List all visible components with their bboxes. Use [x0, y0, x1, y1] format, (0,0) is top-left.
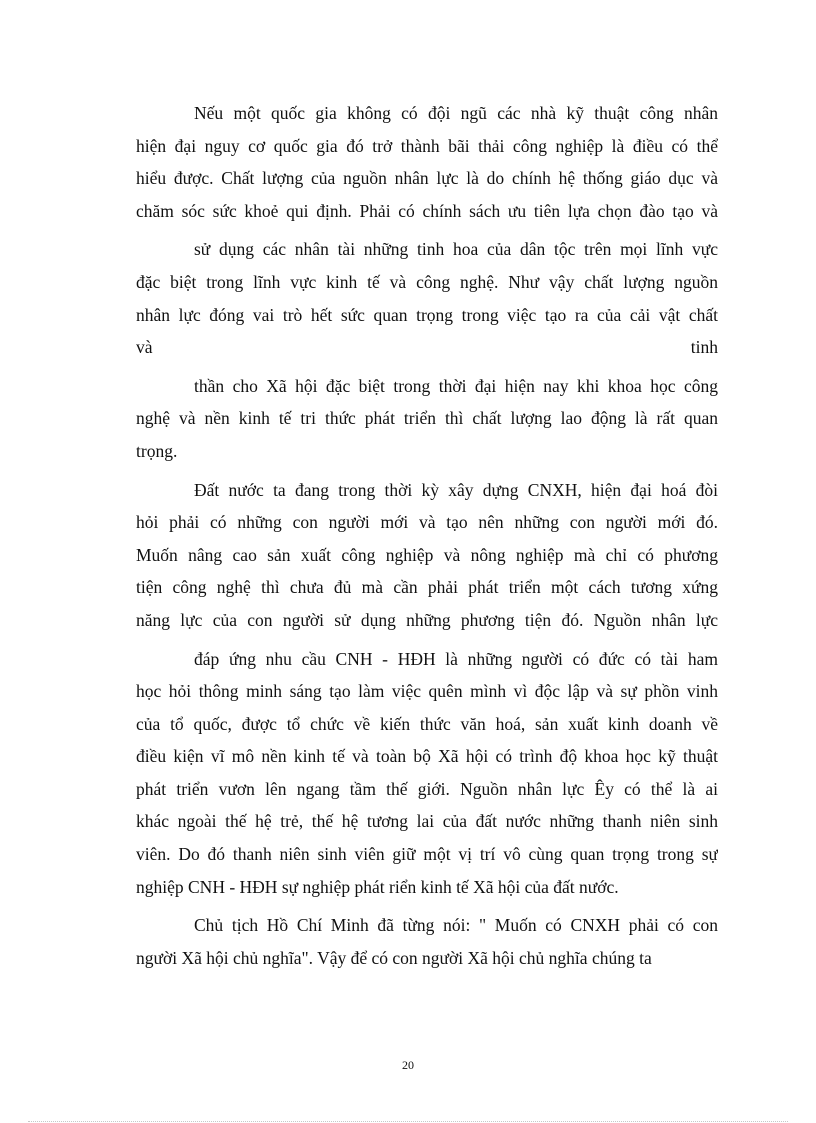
- text-line: khác ngoài thế hệ trẻ, thế hệ tương lai của đất nước những thanh niên sinh: [136, 811, 718, 832]
- text-line: sử dụng các nhân tài những tinh hoa của dân tộc trên mọi lĩnh vực: [194, 239, 718, 260]
- text-line: chăm sóc sức khoẻ qui định. Phải có chính sách ưu tiên lựa chọn đào tạo và: [136, 200, 718, 221]
- text-line: hỏi phải có những con người mới và tạo nên những con người mới đó.: [136, 512, 718, 533]
- text-line: viên. Do đó thanh niên sinh viên giữ một vị trí vô cùng quan trọng trong sự: [136, 844, 718, 865]
- text-line: Muốn nâng cao sản xuất công nghiệp và nông nghiệp mà chỉ có phương: [136, 544, 718, 565]
- text-line: phát triển vươn lên ngang tầm thế giới. Nguồn nhân lực Êy có thể là ai: [136, 778, 718, 799]
- text-line: nghiệp CNH - HĐH sự nghiệp phát riển kinh tế Xã hội của đất nước.: [136, 876, 619, 897]
- text-line: đặc biệt trong lĩnh vực kinh tế và công nghệ. Như vậy chất lượng nguồn: [136, 271, 718, 292]
- text-line: của tổ quốc, được tổ chức về kiến thức văn hoá, sản xuất kinh doanh về: [136, 713, 718, 734]
- body-text: [136, 97, 718, 974]
- text-line: tiện công nghệ thì chưa đủ mà cần phải phát triển một cách tương xứng: [136, 577, 718, 598]
- text-line: nhân lực đóng vai trò hết sức quan trọng trong việc tạo ra của cải vật chất: [136, 304, 718, 325]
- text-line: nghệ và nền kinh tế tri thức phát triển thì chất lượng lao động là rất quan: [136, 408, 718, 429]
- text-line: hiểu được. Chất lượng của nguồn nhân lực là do chính hệ thống giáo dục và: [136, 168, 718, 189]
- page-number: 20: [402, 1058, 414, 1072]
- text-line: đáp ứng nhu cầu CNH - HĐH là những người có đức có tài ham: [194, 648, 718, 669]
- text-line: điều kiện vĩ mô nền kinh tế và toàn bộ Xã hội có trình độ khoa học kỹ thuật: [136, 746, 718, 767]
- text-line: Nếu một quốc gia không có đội ngũ các nhà kỹ thuật công nhân: [194, 103, 718, 123]
- text-line: người Xã hội chủ nghĩa". Vậy để có con người Xã hội chủ nghĩa chúng ta: [136, 947, 652, 968]
- text-line: hiện đại nguy cơ quốc gia đó trở thành bãi thải công nghiệp là điều có thể: [136, 135, 718, 156]
- text-line: thần cho Xã hội đặc biệt trong thời đại hiện nay khi khoa học công: [194, 375, 718, 396]
- text-line: trọng.: [136, 440, 178, 461]
- text-line: Đất nước ta đang trong thời kỳ xây dựng CNXH, hiện đại hoá đòi: [194, 479, 718, 500]
- text-line: năng lực của con người sử dụng những phương tiện đó. Nguồn nhân lực: [136, 609, 718, 630]
- text-line: và tinh: [136, 337, 718, 358]
- page-bottom-divider: [28, 1121, 788, 1122]
- text-line: học hỏi thông minh sáng tạo làm việc quên mình vì độc lập và sự phồn vinh: [136, 681, 718, 702]
- text-line: Chủ tịch Hồ Chí Minh đã từng nói: " Muốn có CNXH phải có con: [194, 915, 718, 936]
